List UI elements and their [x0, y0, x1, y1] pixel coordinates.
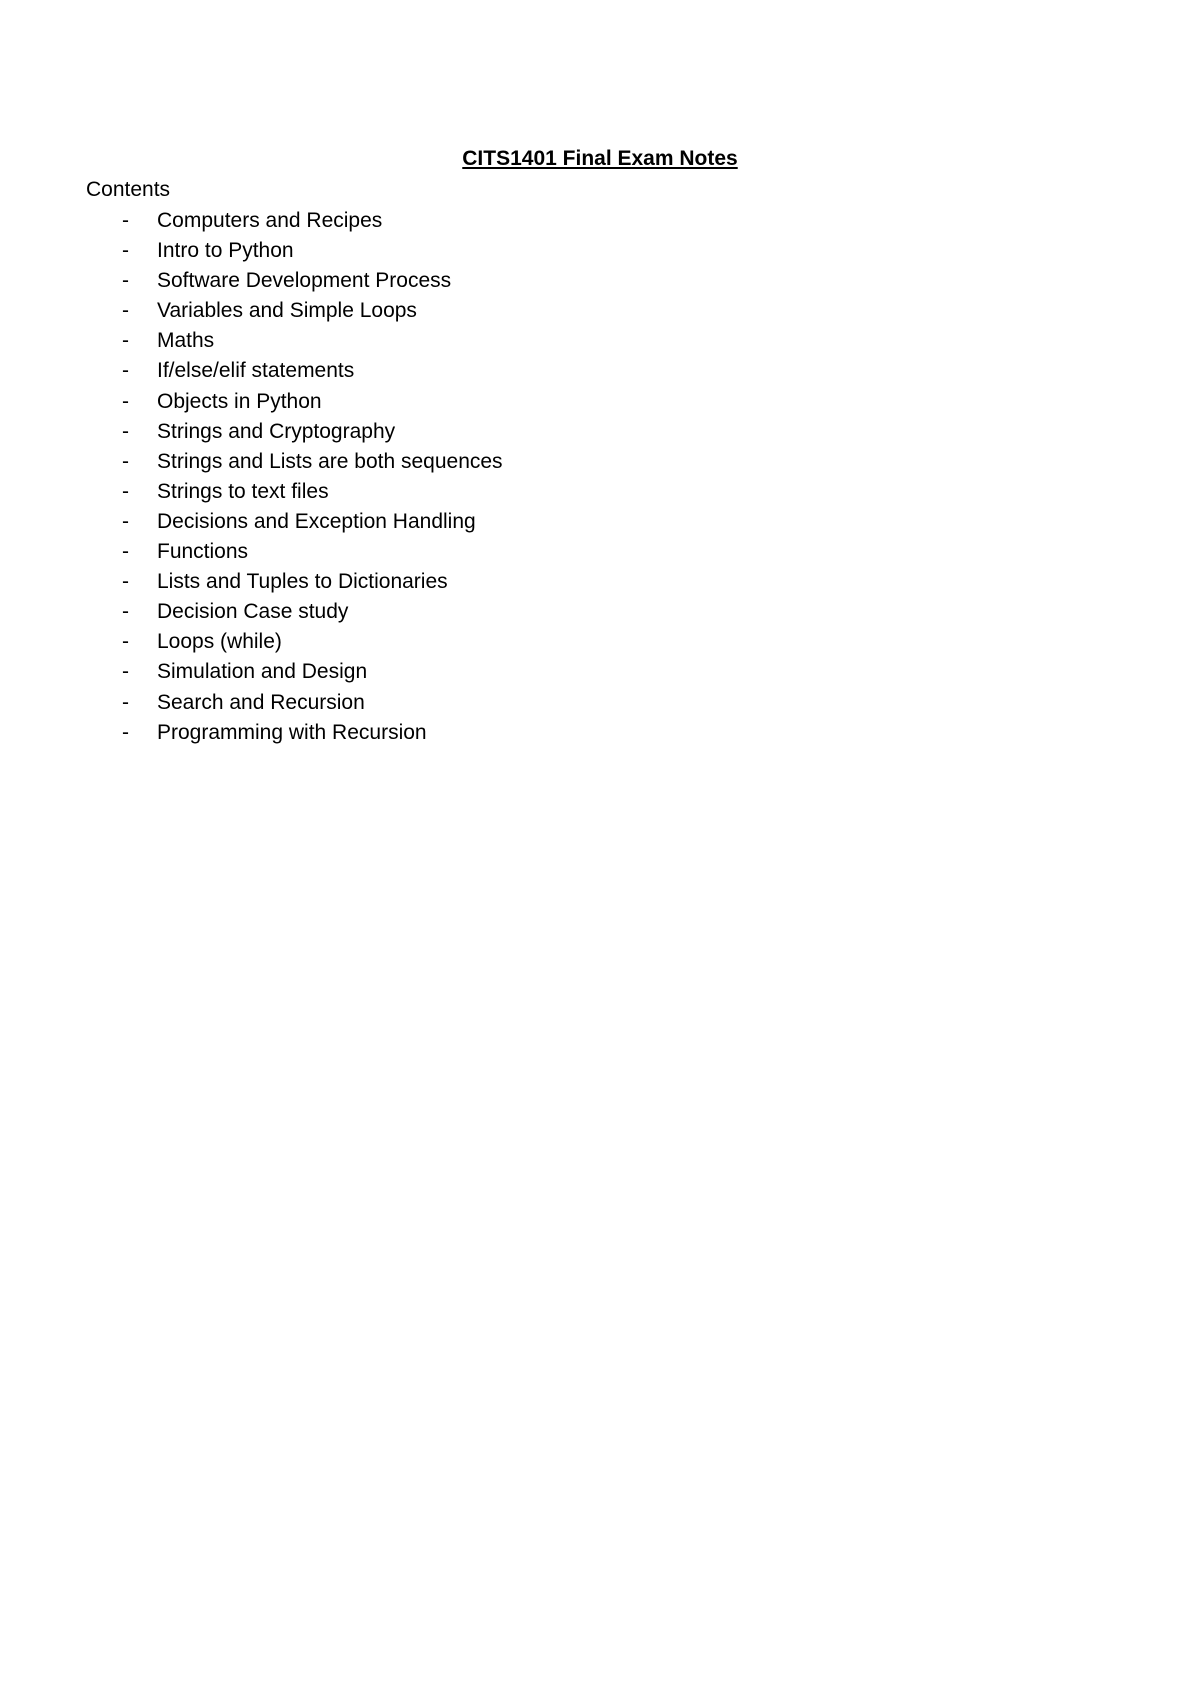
- contents-heading: Contents: [86, 178, 171, 201]
- bullet-dash: -: [122, 329, 129, 353]
- bullet-dash: -: [122, 449, 129, 473]
- toc-item-label: Variables and Simple Loops: [157, 299, 417, 323]
- bullet-dash: -: [122, 299, 129, 323]
- bullet-dash: -: [122, 389, 129, 413]
- toc-item-label: Programming with Recursion: [157, 720, 427, 744]
- bullet-dash: -: [122, 690, 129, 714]
- bullet-dash: -: [122, 239, 129, 263]
- bullet-dash: -: [122, 570, 129, 594]
- toc-item-label: Strings and Lists are both sequences: [157, 449, 503, 473]
- toc-item-label: Search and Recursion: [157, 690, 365, 714]
- bullet-dash: -: [122, 209, 129, 232]
- toc-item-label: If/else/elif statements: [157, 359, 355, 383]
- bullet-dash: -: [122, 479, 129, 503]
- toc-item-label: Maths: [157, 329, 215, 353]
- toc-item-label: Loops (while): [157, 630, 282, 654]
- bullet-dash: -: [122, 359, 129, 383]
- toc-item-label: Decisions and Exception Handling: [157, 509, 476, 533]
- toc-item-label: Objects in Python: [157, 389, 322, 413]
- bullet-dash: -: [122, 720, 129, 744]
- toc-item-label: Simulation and Design: [157, 660, 368, 684]
- bullet-dash: -: [122, 600, 129, 624]
- bullet-dash: -: [122, 509, 129, 533]
- toc-item-label: Functions: [157, 540, 249, 564]
- bullet-dash: -: [122, 419, 129, 443]
- bullet-dash: -: [122, 630, 129, 654]
- toc-item-label: Strings and Cryptography: [157, 419, 396, 443]
- bullet-dash: -: [122, 660, 129, 684]
- toc-item-label: Intro to Python: [157, 239, 294, 263]
- toc-item-label: Decision Case study: [157, 600, 349, 624]
- bullet-dash: -: [122, 540, 129, 564]
- toc-item-label: Strings to text files: [157, 479, 329, 503]
- document-title: CITS1401 Final Exam Notes: [462, 147, 738, 170]
- toc-item-label: Lists and Tuples to Dictionaries: [157, 570, 448, 594]
- toc-item-label: Software Development Process: [157, 269, 452, 293]
- bullet-dash: -: [122, 269, 129, 293]
- toc-item-label: Computers and Recipes: [157, 209, 383, 232]
